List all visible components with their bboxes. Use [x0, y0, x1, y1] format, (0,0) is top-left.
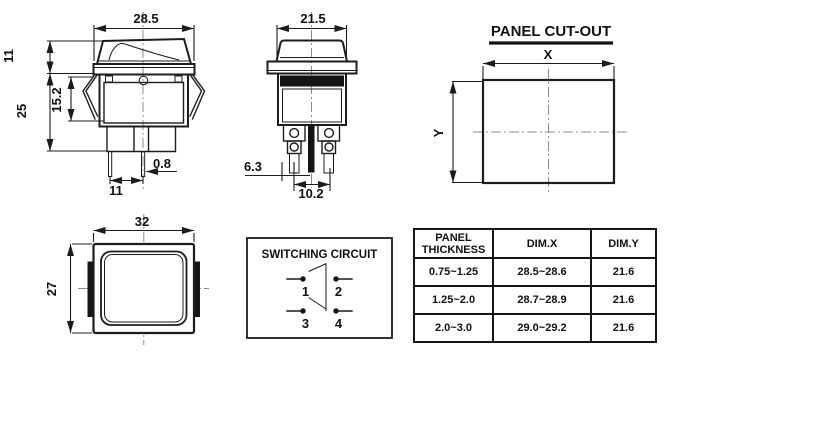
cell-dim-x: 29.0~29.2	[493, 314, 591, 342]
dim-label-terminal-pitch: 11	[109, 183, 123, 198]
mounting-flange	[94, 64, 195, 75]
front-view-drawing	[244, 11, 357, 201]
rocker-cap-outline	[97, 39, 191, 64]
top-view-bezel	[94, 244, 195, 333]
spec-table-row	[414, 314, 656, 342]
cell-dim-y: 21.6	[591, 258, 656, 286]
top-view-drawing	[44, 214, 209, 345]
circuit-contact-2	[333, 276, 338, 281]
circuit-contact-4	[333, 308, 338, 313]
cutout-y-label: Y	[431, 128, 446, 138]
front-window-band	[280, 76, 344, 87]
body-inner-panel	[104, 83, 184, 124]
terminal-housing	[107, 127, 176, 152]
cutout-x-label: X	[543, 47, 553, 62]
snap-in-wings	[83, 75, 205, 120]
cell-thickness: 1.25~2.0	[414, 286, 493, 314]
panel-cutout-drawing	[431, 23, 628, 195]
width-witness-lines	[94, 25, 194, 61]
rocker-actuator-curve	[109, 44, 179, 60]
circuit-switch-blades	[309, 264, 327, 312]
circuit-terminal-label-4: 4	[334, 316, 343, 331]
panel-cutout-title: PANEL CUT-OUT	[490, 23, 612, 40]
circuit-contact-1	[300, 276, 305, 281]
dim-label-body-depth: 15.2	[49, 87, 64, 113]
terminal-hole-right-2	[325, 143, 333, 151]
panel-spec-table	[413, 228, 657, 343]
switching-circuit-diagram	[247, 238, 392, 338]
terminal-hole-right-1	[325, 129, 334, 138]
circuit-contact-3	[300, 308, 305, 313]
dim-label-side-width: 28.5	[133, 11, 159, 26]
circuit-terminal-label-1: 1	[301, 284, 310, 299]
spec-table-row	[414, 258, 656, 286]
cutout-centerlines	[473, 69, 628, 195]
dim-label-terminal-offset: 6.3	[243, 159, 263, 174]
header-panel-thickness: PANEL THICKNESS	[414, 229, 493, 258]
cell-dim-y: 21.6	[591, 286, 656, 314]
dim-label-front-width: 21.5	[300, 11, 326, 26]
spec-table-header-row	[414, 229, 656, 258]
body-detail-right	[175, 76, 182, 82]
header-dim-y: DIM.Y	[591, 229, 656, 258]
cell-thickness: 2.0~3.0	[414, 314, 493, 342]
cell-dim-y: 21.6	[591, 314, 656, 342]
circuit-leads	[287, 279, 352, 311]
terminal-blade-right	[324, 154, 334, 174]
header-dim-x: DIM.X	[493, 229, 591, 258]
offset-witness-lines	[282, 162, 294, 191]
side-view-drawing	[1, 11, 205, 198]
dim-label-total-depth: 25	[14, 103, 29, 119]
circuit-terminal-label-2: 2	[334, 284, 343, 299]
cell-thickness: 0.75~1.25	[414, 258, 493, 286]
cell-dim-x: 28.5~28.6	[493, 258, 591, 286]
terminal-hole-left-1	[290, 129, 299, 138]
cell-dim-x: 28.7~28.9	[493, 286, 591, 314]
terminal-hole-left-2	[290, 143, 298, 151]
dim-label-top-height: 27	[44, 281, 59, 297]
dim-label-front-pitch: 10.2	[298, 186, 324, 201]
dim-label-terminal-thickness: 0.8	[152, 156, 172, 171]
body-detail-left	[106, 76, 113, 82]
dim-label-top-width: 32	[134, 214, 150, 229]
circuit-title: SWITCHING CIRCUIT	[261, 249, 378, 261]
dim-label-rocker-height: 11	[1, 49, 16, 63]
spec-table-row	[414, 286, 656, 314]
center-post	[308, 125, 315, 173]
circuit-terminal-label-3: 3	[301, 316, 310, 331]
terminal-pin-1	[109, 152, 112, 177]
